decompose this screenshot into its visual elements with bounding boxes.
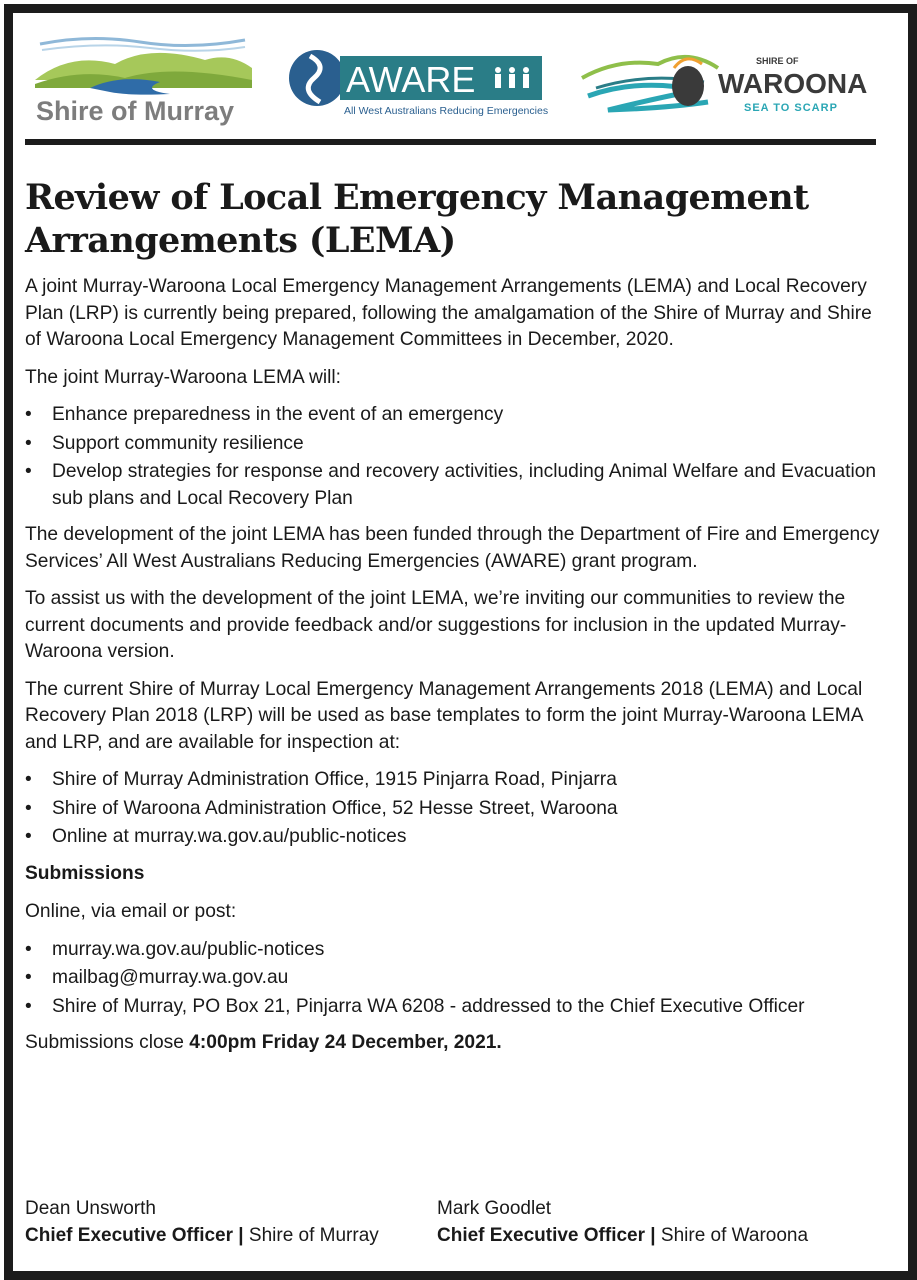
submissions-lead: Online, via email or post:: [25, 901, 237, 922]
current-paragraph: The current Shire of Murray Local Emergency Management Arrangements 2018 (LEMA) and Local Recovery Plan 2018 (LRP) will be used as base templates to form the joint Murray-Waroona LEMA and LRP, and are available for inspection at:: [25, 678, 863, 753]
signatory-murray: [25, 1195, 379, 1249]
list-item: • mailbag@murray.wa.gov.au: [25, 965, 880, 992]
waroona-name: WAROONA: [718, 68, 868, 99]
assist-paragraph: To assist us with the development of the joint LEMA, we’re inviting our communities to review the current documents and provide feedback and/or suggestions for inclusion in the updated Murray-Waroona version.: [25, 588, 847, 662]
list-item: • Shire of Murray Administration Office, 1915 Pinjarra Road, Pinjarra: [25, 767, 880, 794]
signatory-name: Mark Goodlet: [437, 1198, 552, 1219]
submissions-heading: Submissions: [25, 862, 145, 884]
list-item: • Enhance preparedness in the event of an emergency: [25, 402, 880, 429]
list-item: • murray.wa.gov.au/public-notices: [25, 937, 880, 964]
signatory-separator: |: [645, 1225, 661, 1246]
aware-logo-text: AWARE: [346, 59, 476, 100]
aware-logo: [288, 46, 548, 122]
signatory-separator: |: [233, 1225, 249, 1246]
aware-tagline: All West Australians Reducing Emergencies: [344, 105, 548, 117]
people-icon: [495, 67, 529, 88]
logo-bar: [30, 26, 870, 136]
murray-logo-text: Shire of Murray: [36, 96, 235, 126]
signatory-role: Chief Executive Officer: [25, 1225, 234, 1246]
submissions-list: [25, 937, 880, 1021]
fish-icon: [672, 66, 704, 106]
list-item: • Support community resilience: [25, 431, 880, 458]
header-rule: [25, 139, 876, 145]
page-title: Review of Local Emergency Management Arrangements (LEMA): [25, 177, 809, 261]
signatory-role: Chief Executive Officer: [437, 1225, 646, 1246]
waroona-prefix: SHIRE OF: [756, 56, 799, 66]
waroona-tagline: SEA TO SCARP: [744, 102, 838, 114]
shire-of-waroona-logo: [578, 38, 878, 128]
list-item: • Shire of Waroona Administration Office, 52 Hesse Street, Waroona: [25, 796, 880, 823]
notice-body: [25, 176, 880, 1068]
signatory-waroona: [437, 1195, 808, 1249]
funding-paragraph: The development of the joint LEMA has been funded through the Department of Fire and Emergency Services’ All West Australians Reducing Emergencies (AWARE) grant program.: [25, 524, 880, 572]
list-item: • Shire of Murray, PO Box 21, Pinjarra WA 6208 - addressed to the Chief Executive Officer: [25, 994, 880, 1021]
close-line: [25, 1030, 880, 1057]
will-list: [25, 402, 880, 512]
list-item: • Develop strategies for response and recovery activities, including Animal Welfare and Evacuation sub plans and Local Recovery Plan: [25, 459, 880, 512]
close-date: 4:00pm Friday 24 December, 2021.: [189, 1032, 502, 1053]
will-lead: The joint Murray-Waroona LEMA will:: [25, 366, 341, 388]
shire-of-murray-logo: [30, 32, 255, 132]
list-item: • Online at murray.wa.gov.au/public-notices: [25, 824, 880, 851]
signatory-org: Shire of Waroona: [660, 1225, 809, 1246]
signatory-name: Dean Unsworth: [25, 1198, 156, 1219]
signatory-org: Shire of Murray: [248, 1225, 379, 1246]
locations-list: [25, 767, 880, 851]
close-prefix: Submissions close: [25, 1032, 190, 1053]
intro-paragraph: A joint Murray-Waroona Local Emergency Management Arrangements (LEMA) and Local Recovery Plan (LRP) is currently being prepared, following the amalgamation of the Shire of Murray and Shire of Waroona Local Emergency Management Committees in December, 2020.: [25, 276, 872, 350]
